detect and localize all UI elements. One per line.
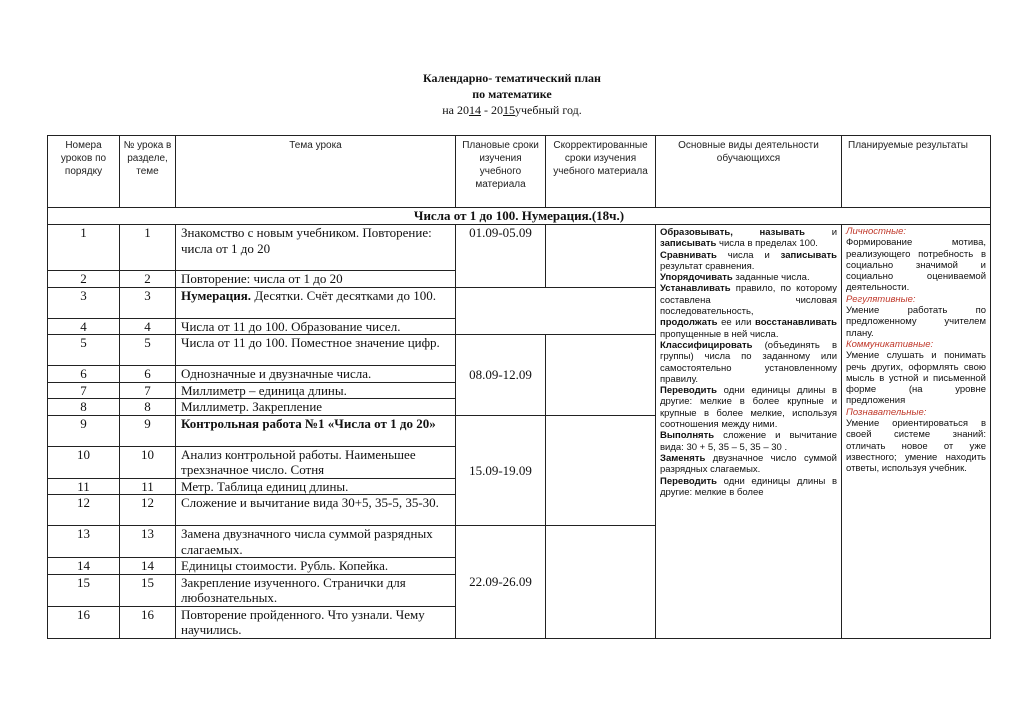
lesson-topic <box>176 335 456 366</box>
lesson-topic <box>176 366 456 383</box>
lesson-topic-text: Закрепление изученного. Странички для любознательных. <box>181 574 406 605</box>
activity-item <box>660 385 837 430</box>
title-line-3: на 2014 - 2015учебный год. <box>442 103 582 117</box>
activity-text: заданные числа. <box>732 272 810 284</box>
lesson-in-section: 1 <box>120 225 176 271</box>
plan-table <box>47 135 991 639</box>
lesson-topic <box>176 558 456 575</box>
lesson-topic-text: Числа от 11 до 100. Поместное значение цифр. <box>181 335 440 350</box>
lesson-in-section: 12 <box>120 495 176 526</box>
activities-cell <box>656 225 842 639</box>
lesson-in-section: 15 <box>120 574 176 606</box>
lesson-topic-text: Десятки. Счёт десятками до 100. <box>251 287 436 303</box>
planned-dates: 22.09-26.09 <box>456 526 546 639</box>
lesson-topic <box>176 271 456 288</box>
lesson-topic-text: Однозначные и двузначные числа. <box>181 366 372 381</box>
activity-verb: Сравнивать <box>660 249 717 261</box>
activity-verb: Упорядочивать <box>660 272 733 284</box>
lesson-topic <box>176 495 456 526</box>
planned-dates: 15.09-19.09 <box>456 415 546 526</box>
corrected-dates <box>546 526 656 639</box>
activity-text: пропущенные в ней числа. <box>660 328 779 340</box>
lesson-topic-text: Числа от 11 до 100. Образование чисел. <box>181 318 401 334</box>
lesson-topic <box>176 225 456 271</box>
table-row <box>48 225 991 271</box>
lesson-topic <box>176 382 456 399</box>
lesson-number: 6 <box>48 366 120 383</box>
section-row <box>48 208 991 225</box>
lesson-in-section: 2 <box>120 271 176 288</box>
lesson-number: 7 <box>48 382 120 399</box>
activity-item <box>660 272 810 283</box>
lesson-topic-text: Повторение: числа от 1 до 20 <box>181 271 343 286</box>
activity-text: двузначное число суммой разрядных слагаемых. <box>660 452 837 476</box>
activity-item <box>660 317 755 328</box>
title-line-2: по математике <box>472 87 552 101</box>
lesson-topic <box>176 415 456 446</box>
activity-text: сложение и вычитание вида: 30 + 5, 35 – 5, 35 – 30 . <box>660 430 837 453</box>
lesson-topic-text: Замена двузначного числа суммой разрядных слагаемых. <box>181 526 433 557</box>
header-results: Планируемые результаты <box>842 136 991 208</box>
results-heading: Познавательные: <box>846 406 927 418</box>
lesson-number: 12 <box>48 495 120 526</box>
lesson-number: 11 <box>48 478 120 495</box>
lesson-in-section: 16 <box>120 606 176 638</box>
lesson-topic-text: Миллиметр. Закрепление <box>181 399 323 414</box>
lesson-topic-text: Миллиметр – единица длины. <box>181 382 347 398</box>
lesson-number: 5 <box>48 335 120 366</box>
lesson-topic-text: Метр. Таблица единиц длины. <box>181 478 349 494</box>
header-lesson-in-section: № урока в разделе, теме <box>120 136 176 208</box>
lesson-in-section: 11 <box>120 478 176 495</box>
activity-item <box>660 238 818 249</box>
lesson-in-section: 3 <box>120 287 176 318</box>
corrected-dates <box>546 335 656 416</box>
lesson-in-section: 6 <box>120 366 176 383</box>
lesson-topic-bold: Нумерация. <box>181 287 252 303</box>
lesson-topic-text: Анализ контрольной работы. Наименьшее трехзначное число. Сотня <box>181 446 416 477</box>
activity-item <box>660 453 837 475</box>
results-heading: Коммуникативные: <box>846 338 934 350</box>
activity-text: (объединять в группы) числа по заданному или самостоятельно установленному правилу. <box>660 339 837 385</box>
lesson-number: 3 <box>48 287 120 318</box>
activity-text: правило, по которому составлена числовая последовательность, <box>660 283 837 318</box>
activity-item <box>660 340 837 385</box>
activity-verb: Заменять <box>660 452 706 464</box>
lesson-in-section: 9 <box>120 415 176 446</box>
lesson-number: 14 <box>48 558 120 575</box>
activity-verb: записывать <box>780 249 837 261</box>
lesson-topic-text: Знакомство с новым учебником. Повторение: числа от 1 до 20 <box>181 225 432 256</box>
header-activities: Основные виды деятельности обучающихся <box>656 136 842 208</box>
lesson-topic <box>176 574 456 606</box>
activity-item <box>660 476 837 498</box>
activity-verb: записывать <box>660 238 717 250</box>
activity-item <box>660 283 837 317</box>
table-header-row <box>48 136 991 208</box>
activity-item <box>660 227 837 238</box>
header-planned-dates: Плановые сроки изучения учебного материала <box>456 136 546 208</box>
section-title: Числа от 1 до 100. Нумерация.(18ч.) <box>48 208 991 225</box>
lesson-in-section: 10 <box>120 446 176 478</box>
lesson-topic-text: Сложение и вычитание вида 30+5, 35-5, 35-30. <box>181 495 439 510</box>
header-topic: Тема урока <box>176 136 456 208</box>
activity-item <box>660 430 837 452</box>
activity-verb: Устанавливать <box>660 283 731 295</box>
results-text: Умение ориентироваться в своей системе знаний: отличать новое от уже известного; умение находить ответы, используя учебник. <box>846 418 986 475</box>
activity-text: и <box>805 227 838 238</box>
results-text: Умение работать по предложенному учителем плану. <box>846 305 986 339</box>
lesson-number: 8 <box>48 399 120 416</box>
lesson-topic <box>176 287 456 318</box>
lesson-topic <box>176 318 456 335</box>
planned-dates: 08.09-12.09 <box>456 335 546 416</box>
results-heading: Личностные: <box>846 226 907 237</box>
corrected-dates <box>546 415 656 526</box>
lesson-number: 2 <box>48 271 120 288</box>
lesson-topic <box>176 526 456 558</box>
activity-verb: Переводить <box>660 475 717 487</box>
lesson-topic <box>176 478 456 495</box>
activity-verb: Образовывать, называть <box>660 227 805 238</box>
lesson-topic-bold: Контрольная работа №1 «Числа от 1 до 20» <box>181 415 436 431</box>
lesson-number: 10 <box>48 446 120 478</box>
lesson-topic-text: Повторение пройденного. Что узнали. Чему научились. <box>181 606 425 637</box>
corrected-dates <box>546 225 656 288</box>
lesson-in-section: 5 <box>120 335 176 366</box>
header-corrected-dates: Скорректированные сроки изучения учебного материала <box>546 136 656 208</box>
activity-verb: Выполнять <box>660 430 715 442</box>
document-title <box>0 70 1024 118</box>
results-text: Формирование мотива, реализующего потребность в социально значимой и социально оцениваемой деятельности. <box>846 237 986 294</box>
lesson-in-section: 7 <box>120 382 176 399</box>
activity-text: числа и <box>716 249 781 261</box>
lesson-number: 15 <box>48 574 120 606</box>
results-cell <box>842 225 991 639</box>
lesson-in-section: 8 <box>120 399 176 416</box>
lesson-number: 16 <box>48 606 120 638</box>
activity-verb: Переводить <box>660 385 717 397</box>
lesson-number: 1 <box>48 225 120 271</box>
lesson-topic <box>176 399 456 416</box>
activity-item <box>660 250 781 261</box>
lesson-topic <box>176 446 456 478</box>
lesson-number: 9 <box>48 415 120 446</box>
header-lesson-number: Номера уроков по порядку <box>48 136 120 208</box>
activity-text: числа в пределах 100. <box>716 238 818 250</box>
planned-dates: 01.09-05.09 <box>456 225 546 288</box>
lesson-number: 13 <box>48 526 120 558</box>
lesson-in-section: 4 <box>120 318 176 335</box>
lesson-topic-text: Единицы стоимости. Рубль. Копейка. <box>181 558 389 573</box>
activity-text: одни единицы длины в другие: мелкие в более крупные и крупные в более мелкие, используя соотношения между ними. <box>660 385 837 431</box>
results-heading: Регулятивные: <box>846 293 916 305</box>
lesson-in-section: 13 <box>120 526 176 558</box>
title-line-1: Календарно- тематический план <box>423 71 601 85</box>
activity-text: ее или <box>717 317 755 329</box>
activity-verb: продолжать <box>660 317 718 329</box>
lesson-topic <box>176 606 456 638</box>
activity-text: результат сравнения. <box>660 260 755 272</box>
activity-text: одни единицы длины в другие: мелкие в более <box>660 475 837 498</box>
activity-verb: Классифицировать <box>660 339 753 351</box>
lesson-in-section: 14 <box>120 558 176 575</box>
results-text: Умение слушать и понимать речь других, оформлять свою мысль в устной и письменной форме (на уровне предложения <box>846 350 986 407</box>
lesson-number: 4 <box>48 318 120 335</box>
activity-verb: восстанавливать <box>755 317 837 329</box>
